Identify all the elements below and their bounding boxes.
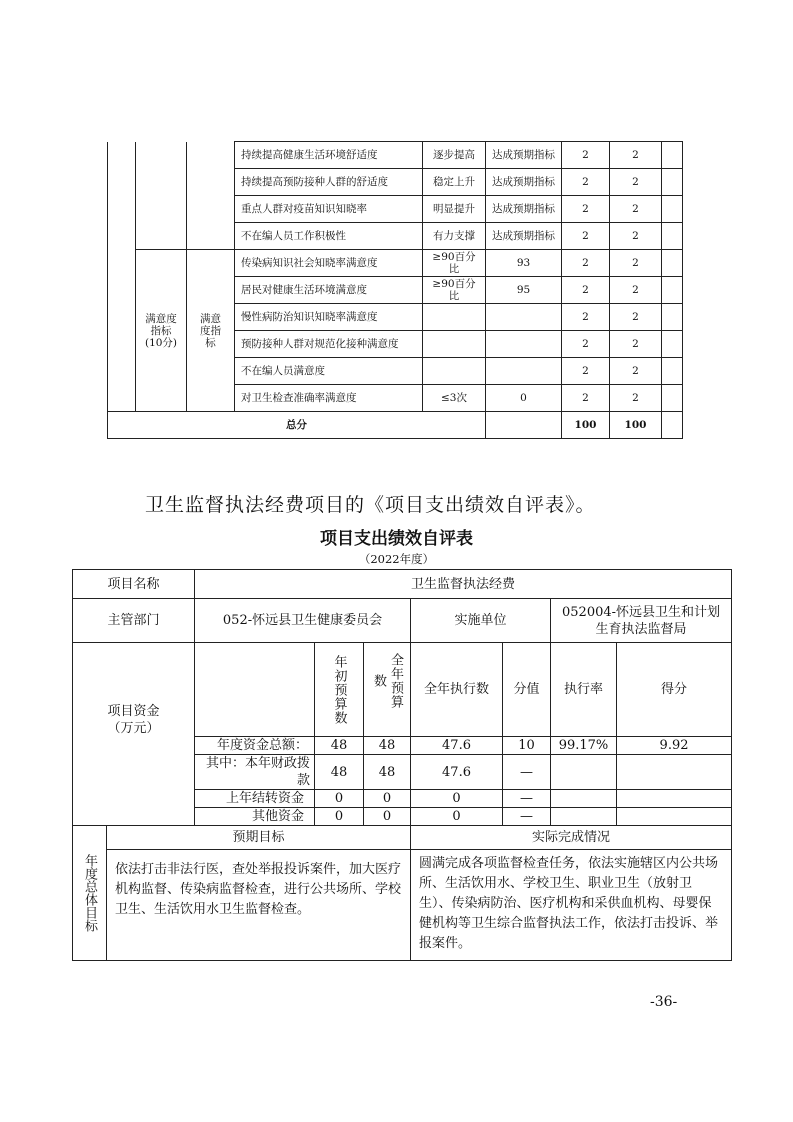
fund-budget-full: 0 <box>364 790 411 808</box>
score-cell: 2 <box>610 142 662 169</box>
fund-score <box>617 755 732 790</box>
indicator-cell: 对卫生检查准确率满意度 <box>235 385 423 412</box>
table-row <box>108 250 683 277</box>
fund-budget-full: 48 <box>364 755 411 790</box>
satisfaction-group-l2: 满意度指标 <box>187 250 235 412</box>
fund-score: 9.92 <box>617 737 732 755</box>
score-cell: 2 <box>610 223 662 250</box>
indicator-cell: 持续提高预防接种人群的舒适度 <box>235 169 423 196</box>
target-cell: ≥90百分比 <box>423 250 486 277</box>
total-score-max: 100 <box>562 412 610 439</box>
score-max-cell: 2 <box>562 358 610 385</box>
target-cell: 明显提升 <box>423 196 486 223</box>
impl-label: 实施单位 <box>411 599 551 643</box>
header-score-value: 分值 <box>503 643 551 737</box>
fund-score-value: — <box>503 755 551 790</box>
target-cell <box>423 304 486 331</box>
indicator-cell: 慢性病防治知识知晓率满意度 <box>235 304 423 331</box>
indicator-cell: 传染病知识社会知晓率满意度 <box>235 250 423 277</box>
indicator-cell: 居民对健康生活环境满意度 <box>235 277 423 304</box>
actual-cell: 达成预期指标 <box>486 142 562 169</box>
actual-cell <box>486 358 562 385</box>
header-budget-initial: 年初预算数 <box>331 654 347 725</box>
fund-executed: 47.6 <box>411 737 503 755</box>
actual-cell: 95 <box>486 277 562 304</box>
header-budget-full: 全年预算数 <box>371 653 404 709</box>
fund-executed: 0 <box>411 808 503 826</box>
fund-executed: 0 <box>411 790 503 808</box>
score-max-cell: 2 <box>562 304 610 331</box>
actual-cell: 达成预期指标 <box>486 169 562 196</box>
target-cell: 稳定上升 <box>423 169 486 196</box>
score-max-cell: 2 <box>562 385 610 412</box>
score-max-cell: 2 <box>562 331 610 358</box>
header-executed: 全年执行数 <box>411 643 503 737</box>
fund-exec-rate <box>551 790 617 808</box>
score-max-cell: 2 <box>562 277 610 304</box>
expected-goal-text: 依法打击非法行医，查处举报投诉案件，加大医疗机构监督、传染病监督检查，进行公共场所、学校卫生、生活饮用水卫生监督检查。 <box>107 850 411 961</box>
annual-goal-label: 年度总体目标 <box>82 854 97 932</box>
target-cell: 有力支撑 <box>423 223 486 250</box>
fund-label: 上年结转资金 <box>195 790 315 808</box>
table-row <box>108 142 683 169</box>
funds-label: 项目资金 <box>107 704 160 719</box>
score-cell: 2 <box>610 196 662 223</box>
fund-label: 其中：本年财政拨款 <box>195 755 315 790</box>
table-row <box>73 643 732 737</box>
indicator-cell: 重点人群对疫苗知识知晓率 <box>235 196 423 223</box>
target-cell: ≤3次 <box>423 385 486 412</box>
page-number: -36- <box>650 994 678 1010</box>
satisfaction-group-l1: 满意度指标(10分) <box>136 250 187 412</box>
score-cell: 2 <box>610 331 662 358</box>
fund-label: 年度资金总额： <box>195 737 315 755</box>
fund-score-value: — <box>503 790 551 808</box>
actual-cell: 达成预期指标 <box>486 196 562 223</box>
fund-budget-initial: 0 <box>315 790 364 808</box>
actual-cell: 93 <box>486 250 562 277</box>
fund-exec-rate: 99.17% <box>551 737 617 755</box>
fund-exec-rate <box>551 808 617 826</box>
fund-budget-initial: 48 <box>315 737 364 755</box>
score-max-cell: 2 <box>562 169 610 196</box>
performance-indicator-table <box>107 141 683 439</box>
section-heading: 卫生监督执法经费项目的《项目支出绩效自评表》。 <box>145 494 596 516</box>
fund-score-value: 10 <box>503 737 551 755</box>
fund-score <box>617 790 732 808</box>
table-row <box>73 570 732 599</box>
fund-budget-initial: 0 <box>315 808 364 826</box>
fund-budget-initial: 48 <box>315 755 364 790</box>
score-cell: 2 <box>610 385 662 412</box>
score-cell: 2 <box>610 304 662 331</box>
score-max-cell: 2 <box>562 223 610 250</box>
fund-budget-full: 0 <box>364 808 411 826</box>
score-cell: 2 <box>610 169 662 196</box>
fund-score <box>617 808 732 826</box>
actual-cell <box>486 304 562 331</box>
header-exec-rate: 执行率 <box>551 643 617 737</box>
table-row <box>73 599 732 643</box>
score-cell: 2 <box>610 358 662 385</box>
score-max-cell: 2 <box>562 250 610 277</box>
score-max-cell: 2 <box>562 196 610 223</box>
project-name-value: 卫生监督执法经费 <box>195 570 732 599</box>
table-row <box>73 826 732 850</box>
target-cell <box>423 358 486 385</box>
actual-cell <box>486 331 562 358</box>
fund-score-value: — <box>503 808 551 826</box>
funds-unit: （万元） <box>107 721 160 736</box>
indicator-cell: 不在编人员工作积极性 <box>235 223 423 250</box>
fund-label: 其他资金 <box>195 808 315 826</box>
indicator-cell: 不在编人员满意度 <box>235 358 423 385</box>
score-cell: 2 <box>610 277 662 304</box>
score-max-cell: 2 <box>562 142 610 169</box>
total-row <box>108 412 683 439</box>
indicator-cell: 预防接种人群对规范化接种满意度 <box>235 331 423 358</box>
project-name-label: 项目名称 <box>73 570 195 599</box>
form-year: （2022年度） <box>358 552 435 566</box>
actual-cell: 达成预期指标 <box>486 223 562 250</box>
indicator-cell: 持续提高健康生活环境舒适度 <box>235 142 423 169</box>
fund-exec-rate <box>551 755 617 790</box>
actual-cell: 0 <box>486 385 562 412</box>
target-cell: ≥90百分比 <box>423 277 486 304</box>
total-label: 总分 <box>108 412 486 439</box>
self-evaluation-form <box>72 569 732 961</box>
table-row <box>73 850 732 961</box>
header-score: 得分 <box>617 643 732 737</box>
dept-label: 主管部门 <box>73 599 195 643</box>
fund-executed: 47.6 <box>411 755 503 790</box>
actual-completion-text: 圆满完成各项监督检查任务，依法实施辖区内公共场所、生活饮用水、学校卫生、职业卫生（放射卫生）、传染病防治、医疗机构和采供血机构、母婴保健机构等卫生综合监督执法工作，依法打击投诉、举报案件。 <box>411 850 732 961</box>
form-title: 项目支出绩效自评表 <box>320 529 473 549</box>
impl-value: 052004-怀远县卫生和计划生育执法监督局 <box>551 599 732 643</box>
target-cell <box>423 331 486 358</box>
actual-completion-header: 实际完成情况 <box>411 826 732 850</box>
target-cell: 逐步提高 <box>423 142 486 169</box>
fund-budget-full: 48 <box>364 737 411 755</box>
total-score: 100 <box>610 412 662 439</box>
dept-value: 052-怀远县卫生健康委员会 <box>195 599 411 643</box>
expected-goal-header: 预期目标 <box>107 826 411 850</box>
score-cell: 2 <box>610 250 662 277</box>
